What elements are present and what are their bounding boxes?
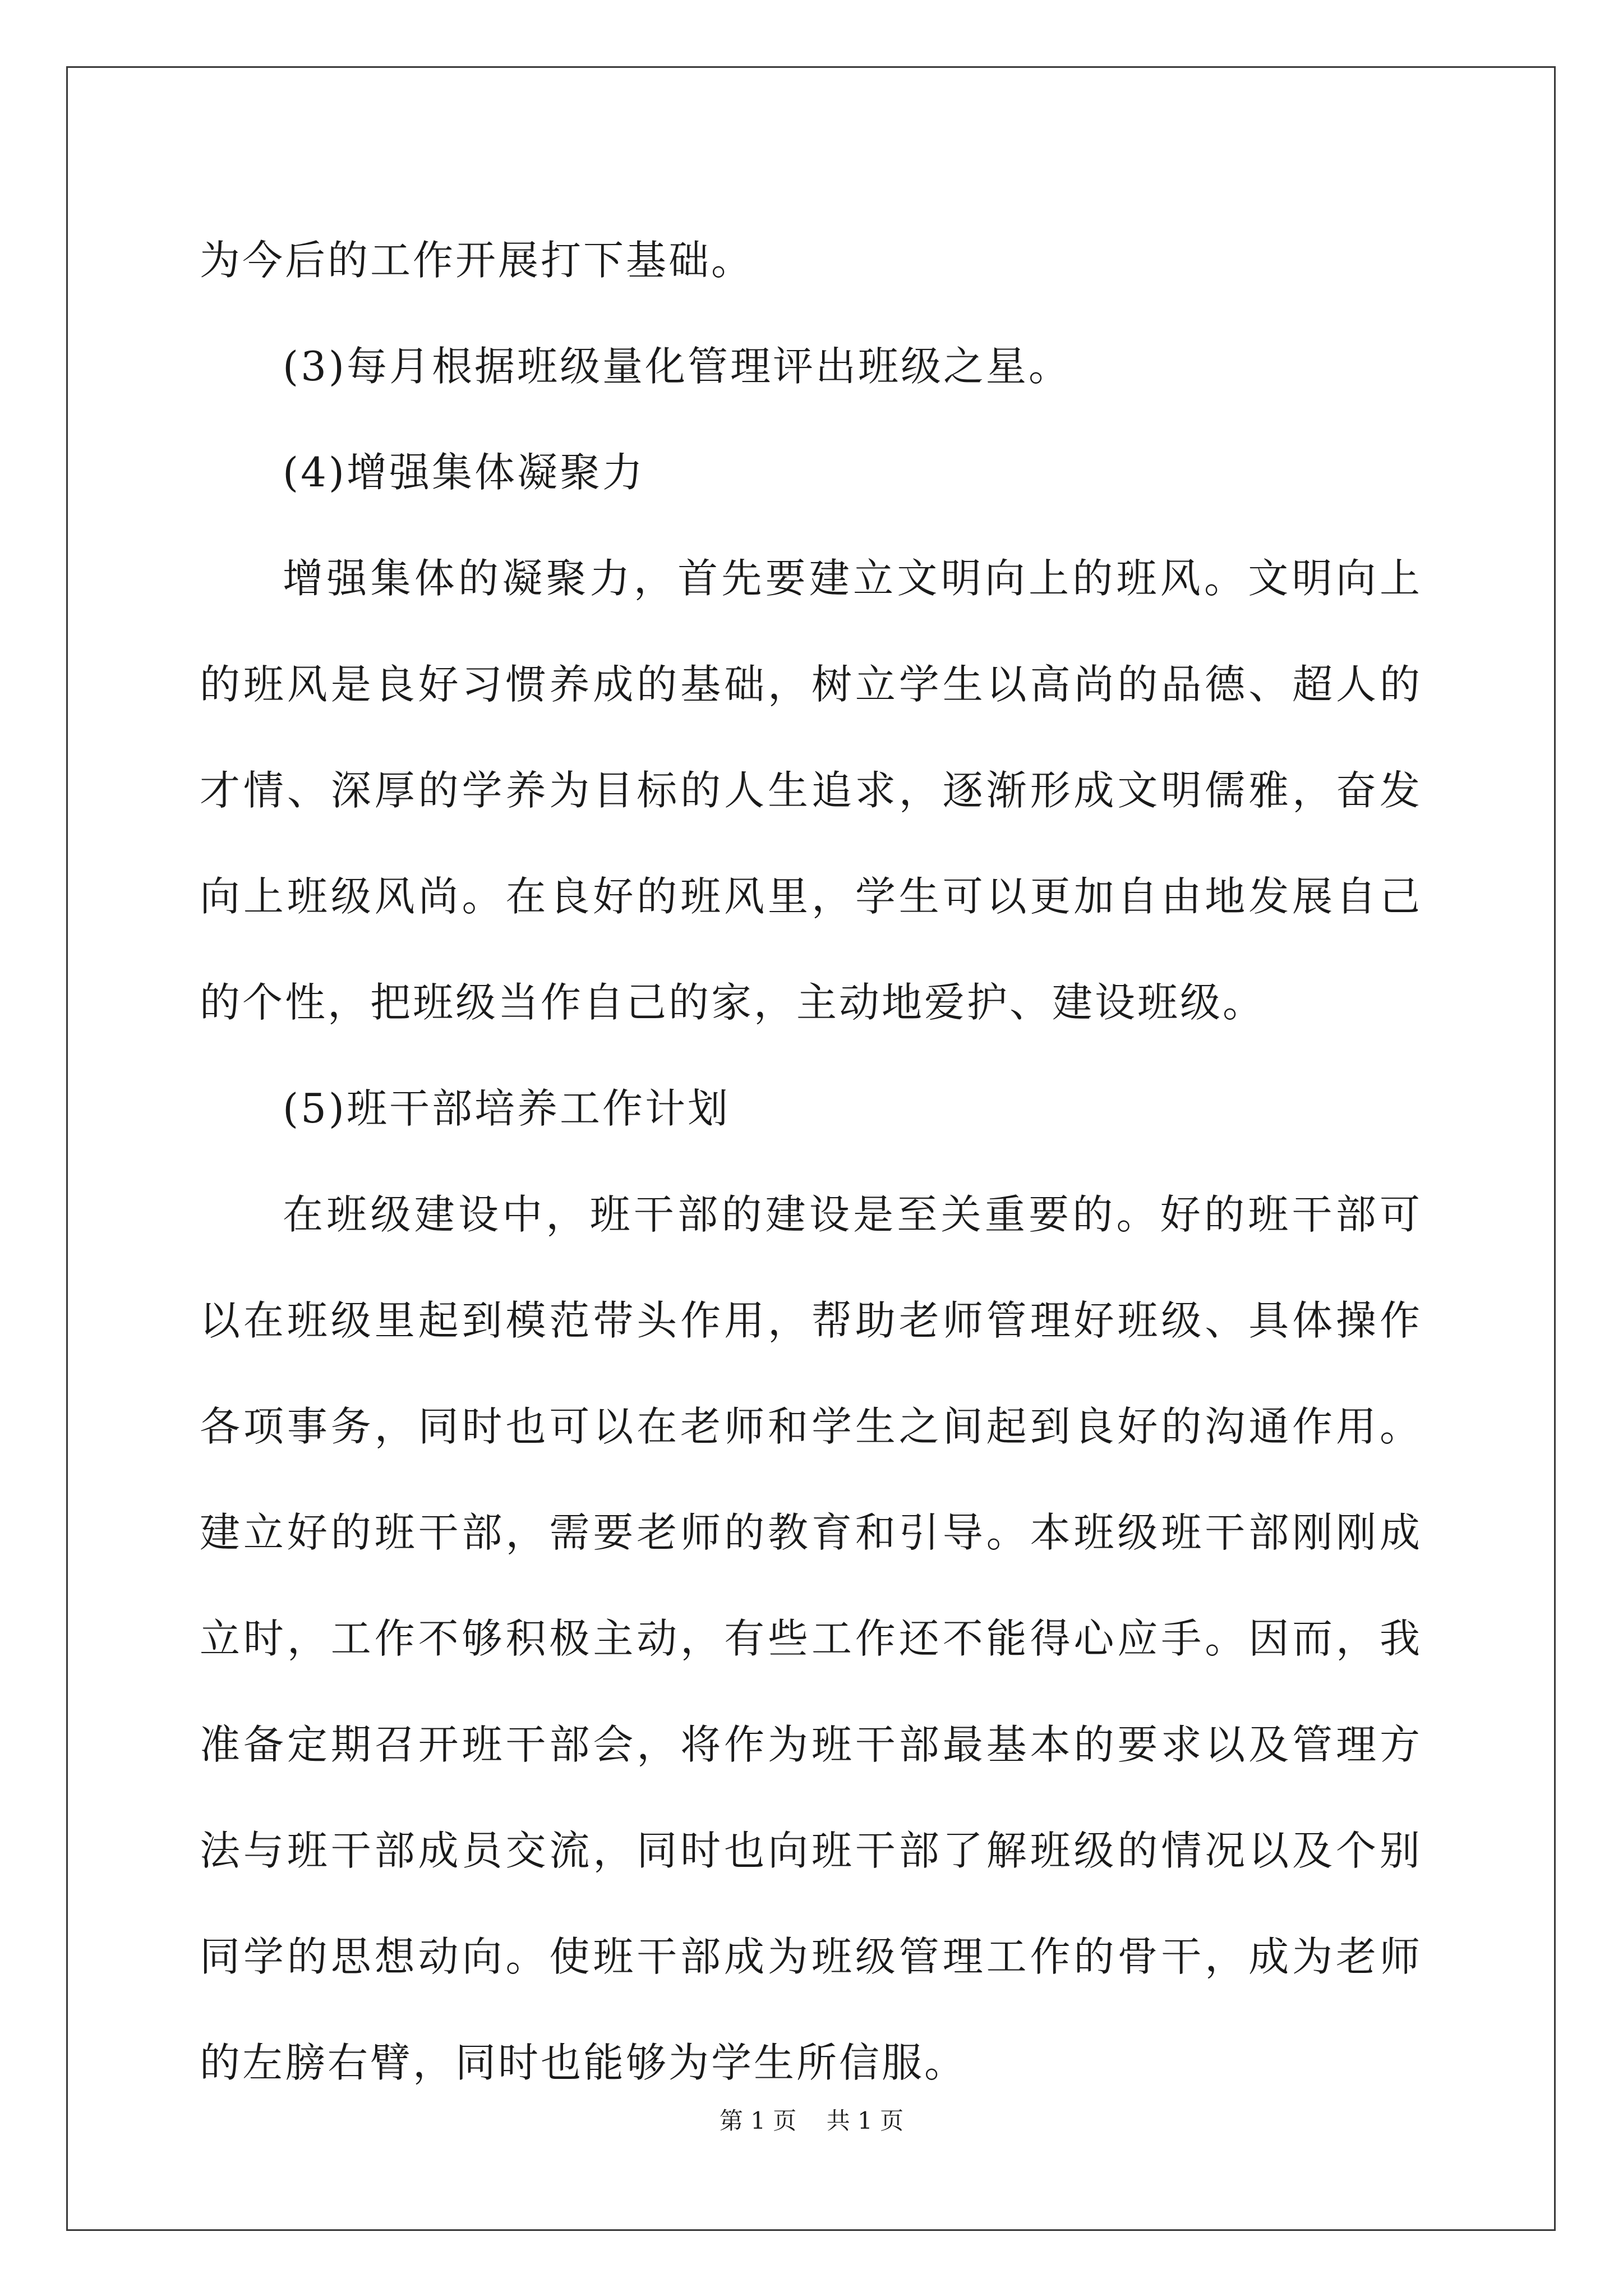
- paragraph: 在班级建设中，班干部的建设是至关重要的。好的班干部可以在班级里起到模范带头作用，帮助老师管理好班级、具体操作各项事务，同时也可以在老师和学生之间起到良好的沟通作用。建立好的班干部，需要老师的教育和引导。本班级班干部刚刚成立时，工作不够积极主动，有些工作还不能得心应手。因而，我准备定期召开班干部会，将作为班干部最基本的要求以及管理方法与班干部成员交流，同时也向班干部了解班级的情况以及个别同学的思想动向。使班干部成为班级管理工作的骨干，成为老师的左膀右臂，同时也能够为学生所信服。: [200, 1191, 1422, 2086]
- paragraph: 增强集体的凝聚力，首先要建立文明向上的班风。文明向上的班风是良好习惯养成的基础，树立学生以高尚的品德、超人的才情、深厚的学养为目标的人生追求，逐渐形成文明儒雅，奋发向上班级风尚。在良好的班风里，学生可以更加自由地发展自己的个性，把班级当作自己的家，主动地爱护、建设班级。: [200, 555, 1422, 1026]
- paragraph: (5)班干部培养工作计划: [283, 1085, 730, 1132]
- paragraph: (3)每月根据班级量化管理评出班级之星。: [283, 343, 1071, 390]
- paragraph: (4)增强集体凝聚力: [283, 449, 645, 496]
- document-body: [200, 208, 1422, 2116]
- page-footer: 第 1 页 共 1 页: [719, 2107, 904, 2134]
- paragraph: 为今后的工作开展打下基础。: [200, 237, 754, 284]
